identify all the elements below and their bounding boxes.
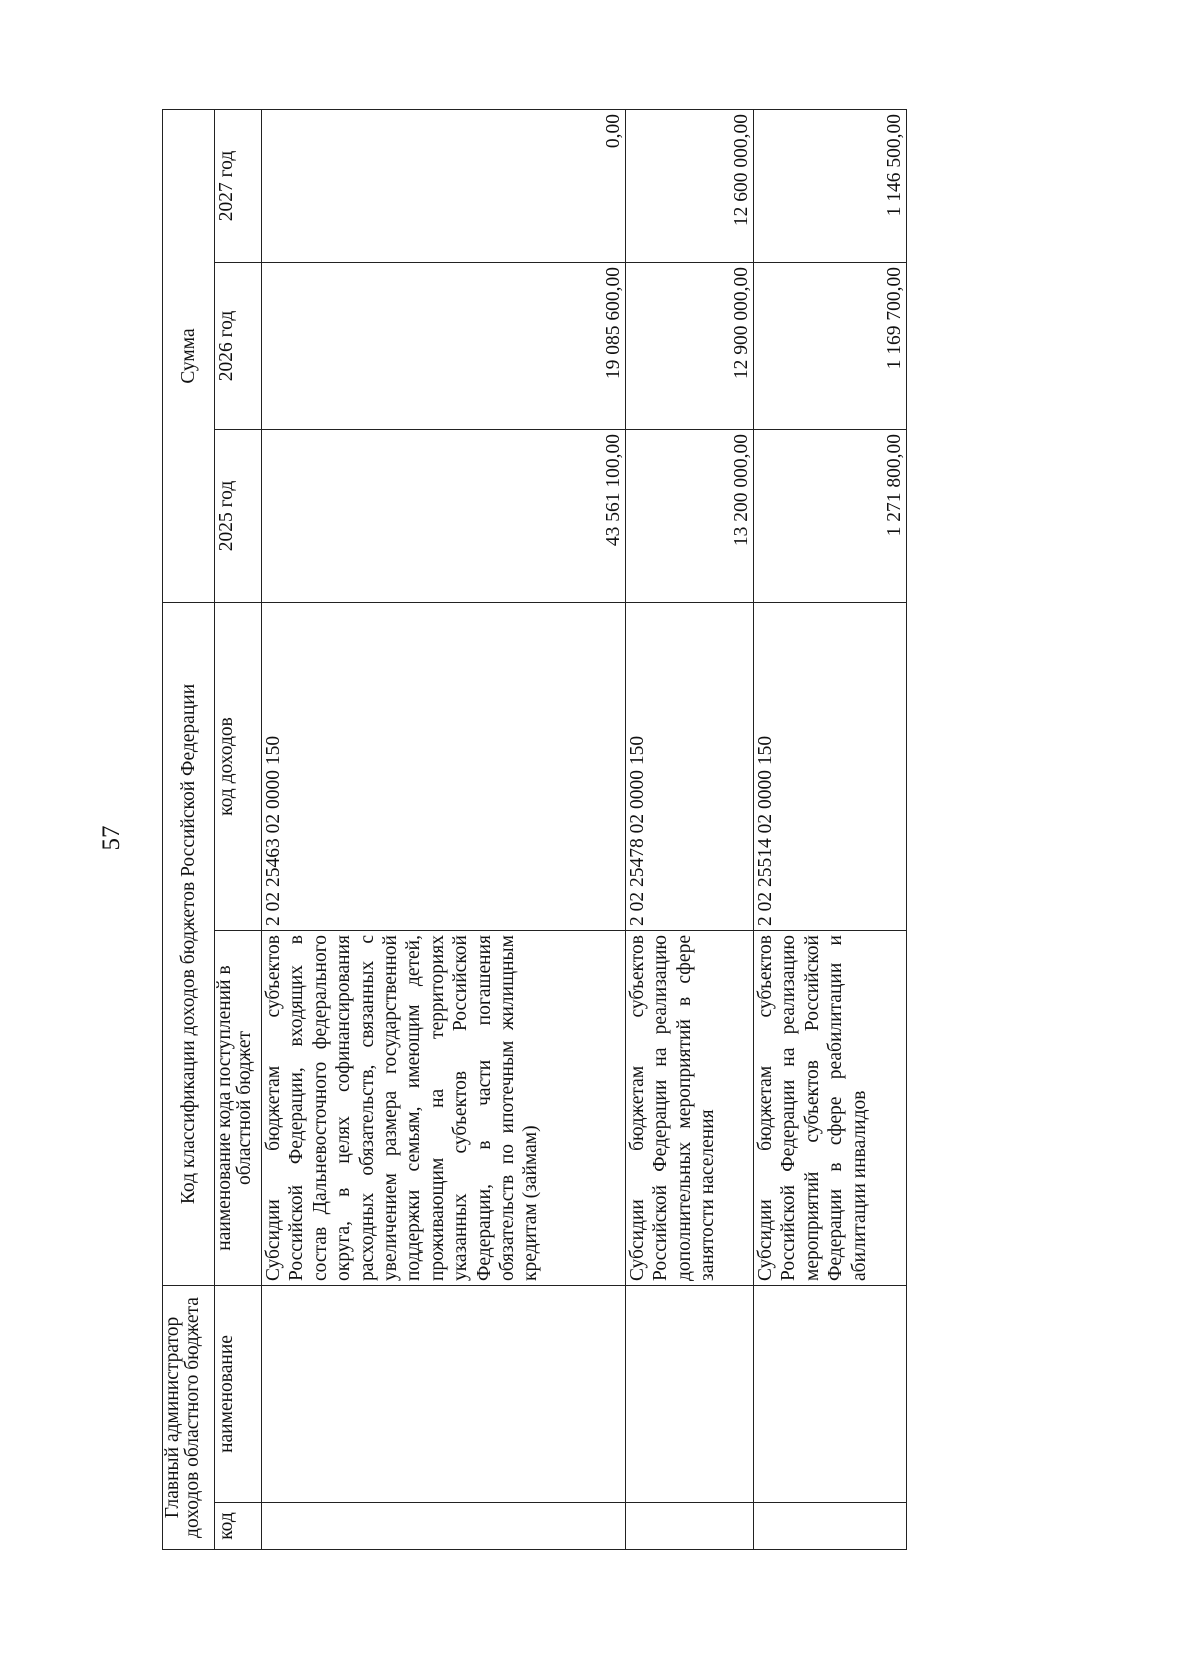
income-code: 2 02 25463 02 0000 150 bbox=[262, 603, 626, 931]
income-code: 2 02 25514 02 0000 150 bbox=[754, 603, 907, 931]
admin-code-cell bbox=[262, 1503, 626, 1550]
amount-2027: 12 600 000,00 bbox=[626, 110, 754, 263]
rotated-table-wrapper bbox=[162, 110, 957, 1550]
header-code: код bbox=[215, 1503, 262, 1550]
income-description: Субсидии бюджетам субъектов Российской Федерации, входящих в состав Дальневосточного федерального округа, в целях софинансирования расходных обязательств, связанных с увеличением размера государственной поддержки семьям, имеющим детей, проживающим на территориях указанных субъектов Российской Федерации, в части погашения обязательств по ипотечным жилищным кредитам (займам) bbox=[262, 931, 626, 1286]
table-row bbox=[754, 110, 907, 1550]
table-row bbox=[262, 110, 626, 1550]
header-row-1 bbox=[163, 110, 215, 1550]
admin-code-cell bbox=[754, 1503, 907, 1550]
admin-name-cell bbox=[754, 1286, 907, 1503]
header-classification-group: Код классификации доходов бюджетов Российской Федерации bbox=[163, 603, 215, 1286]
header-year-2025: 2025 год bbox=[215, 430, 262, 603]
amount-2026: 19 085 600,00 bbox=[262, 263, 626, 430]
admin-name-cell bbox=[262, 1286, 626, 1503]
header-year-2027: 2027 год bbox=[215, 110, 262, 263]
amount-2025: 13 200 000,00 bbox=[626, 430, 754, 603]
header-year-2026: 2026 год bbox=[215, 263, 262, 430]
amount-2025: 1 271 800,00 bbox=[754, 430, 907, 603]
table-row bbox=[626, 110, 754, 1550]
admin-code-cell bbox=[626, 1503, 754, 1550]
header-admin-group: Главный администратор доходов областного бюджета bbox=[163, 1286, 215, 1550]
amount-2026: 1 169 700,00 bbox=[754, 263, 907, 430]
header-name: наименование bbox=[215, 1286, 262, 1503]
amount-2026: 12 900 000,00 bbox=[626, 263, 754, 430]
amount-2027: 0,00 bbox=[262, 110, 626, 263]
income-code: 2 02 25478 02 0000 150 bbox=[626, 603, 754, 931]
header-income-name: наименование кода поступлений в областной бюджет bbox=[215, 931, 262, 1286]
income-description: Субсидии бюджетам субъектов Российской Федерации на реализацию мероприятий субъектов Российской Федерации в сфере реабилитации и абилитации инвалидов bbox=[754, 931, 907, 1286]
budget-income-table bbox=[162, 109, 907, 1550]
header-income-code: код доходов bbox=[215, 603, 262, 931]
page-number: 57 bbox=[98, 825, 125, 851]
amount-2025: 43 561 100,00 bbox=[262, 430, 626, 603]
admin-name-cell bbox=[626, 1286, 754, 1503]
header-sum-group: Сумма bbox=[163, 110, 215, 603]
header-row-2 bbox=[215, 110, 262, 1550]
amount-2027: 1 146 500,00 bbox=[754, 110, 907, 263]
income-description: Субсидии бюджетам субъектов Российской Федерации на реализацию дополнительных мероприятий в сфере занятости населения bbox=[626, 931, 754, 1286]
